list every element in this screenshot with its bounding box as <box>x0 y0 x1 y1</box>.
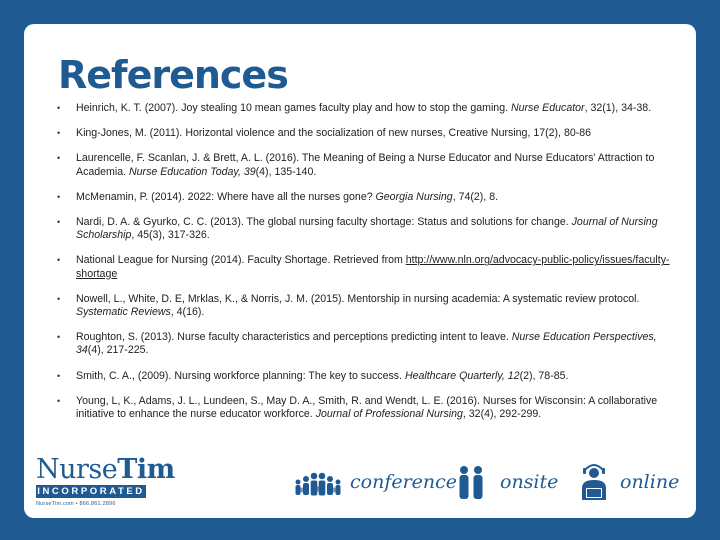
service-conference-label: conference <box>350 471 458 493</box>
reference-item <box>54 191 682 204</box>
reference-list <box>54 102 682 433</box>
reference-details: , 32(4), 292-299. <box>462 408 542 421</box>
reference-source: Healthcare Quarterly, 12 <box>404 369 520 382</box>
reference-source: Nurse Educator <box>510 102 585 114</box>
reference-text: King-Jones, M. (2011). Horizontal violence and the socialization of new nurses, Creative Nursing, 17(2), 80-86 <box>76 127 592 140</box>
reference-item <box>54 254 682 280</box>
reference-details: , 4(16). <box>170 306 205 319</box>
reference-source: Journal of Professional Nursing <box>315 408 463 421</box>
reference-text: Roughton, S. (2013). Nurse faculty characteristics and perceptions predicting intent to leave. <box>76 331 512 344</box>
reference-text: Young, L, K., Adams, J. L., Lundeen, S., May D. A., Smith, R. and Wendt, L. E. (2016). Nurses for Wisconsin: A collaborative initiative to enhance the nurse educator workforce. <box>76 394 658 421</box>
people-group-icon <box>292 462 344 502</box>
reference-source: Systematic Reviews <box>76 306 171 319</box>
reference-source: Nurse Education Perspectives, 34 <box>76 331 657 357</box>
footer <box>24 430 696 518</box>
reference-link[interactable]: http://www.nln.org/advocacy-public-policy/issues/faculty-shortage <box>76 254 670 280</box>
reference-details: , 45(3), 317-326. <box>131 229 210 242</box>
nursetim-logo <box>36 454 175 507</box>
reference-item <box>54 127 682 140</box>
reference-text: McMenamin, P. (2014). 2022: Where have all the nurses gone? <box>76 190 376 203</box>
logo-name: NurseTim <box>36 454 175 485</box>
page-title: References <box>58 53 288 97</box>
service-onsite <box>454 460 558 504</box>
reference-item <box>54 216 682 242</box>
reference-text: Nardi, D. A. & Gyurko, C. C. (2013). The global nursing faculty shortage: Status and solutions for change. <box>76 216 572 229</box>
logo-contact: NurseTim.com • 866.861.2896 <box>36 501 116 507</box>
reference-text: Laurencelle, F. Scanlan, J. & Brett, A. L. (2016). The Meaning of Being a Nurse Educator and Nurse Educators' Attraction to Academia. <box>76 152 655 178</box>
reference-item <box>54 293 682 319</box>
service-online <box>574 460 679 504</box>
reference-text: Nowell, L., White, D. E, Mrklas, K., & Norris, J. M. (2015). Mentorship in nursing academia: A systematic review protocol. <box>76 292 640 305</box>
reference-details: (2), 78-85. <box>519 369 569 382</box>
reference-item <box>54 331 682 357</box>
reference-text: Heinrich, K. T. (2007). Joy stealing 10 mean games faculty play and how to stop the gaming. <box>76 102 511 114</box>
person-computer-icon <box>574 462 614 502</box>
reference-item <box>54 152 682 178</box>
reference-text: Smith, C. A., (2009). Nursing workforce planning: The key to success. <box>76 369 405 382</box>
reference-source: Nurse Education Today, 39 <box>129 165 256 178</box>
reference-text: National League for Nursing (2014). Faculty Shortage. Retrieved from <box>76 254 406 267</box>
slide <box>24 24 696 518</box>
service-conference <box>292 460 457 504</box>
reference-details: , 32(1), 34-38. <box>584 102 652 114</box>
reference-source: Journal of Nursing Scholarship <box>76 216 658 242</box>
reference-item <box>54 102 682 115</box>
service-onsite-label: onsite <box>500 471 559 493</box>
reference-details: (4), 135-140. <box>255 165 317 178</box>
reference-details: , 74(2), 8. <box>452 190 499 203</box>
reference-details: (4), 217-225. <box>87 344 149 357</box>
reference-item <box>54 370 682 383</box>
logo-tagline: INCORPORATED <box>37 486 145 497</box>
reference-source: Georgia Nursing <box>375 190 453 203</box>
service-online-label: online <box>620 471 680 493</box>
reference-item <box>54 395 682 421</box>
people-pair-icon <box>454 462 494 502</box>
